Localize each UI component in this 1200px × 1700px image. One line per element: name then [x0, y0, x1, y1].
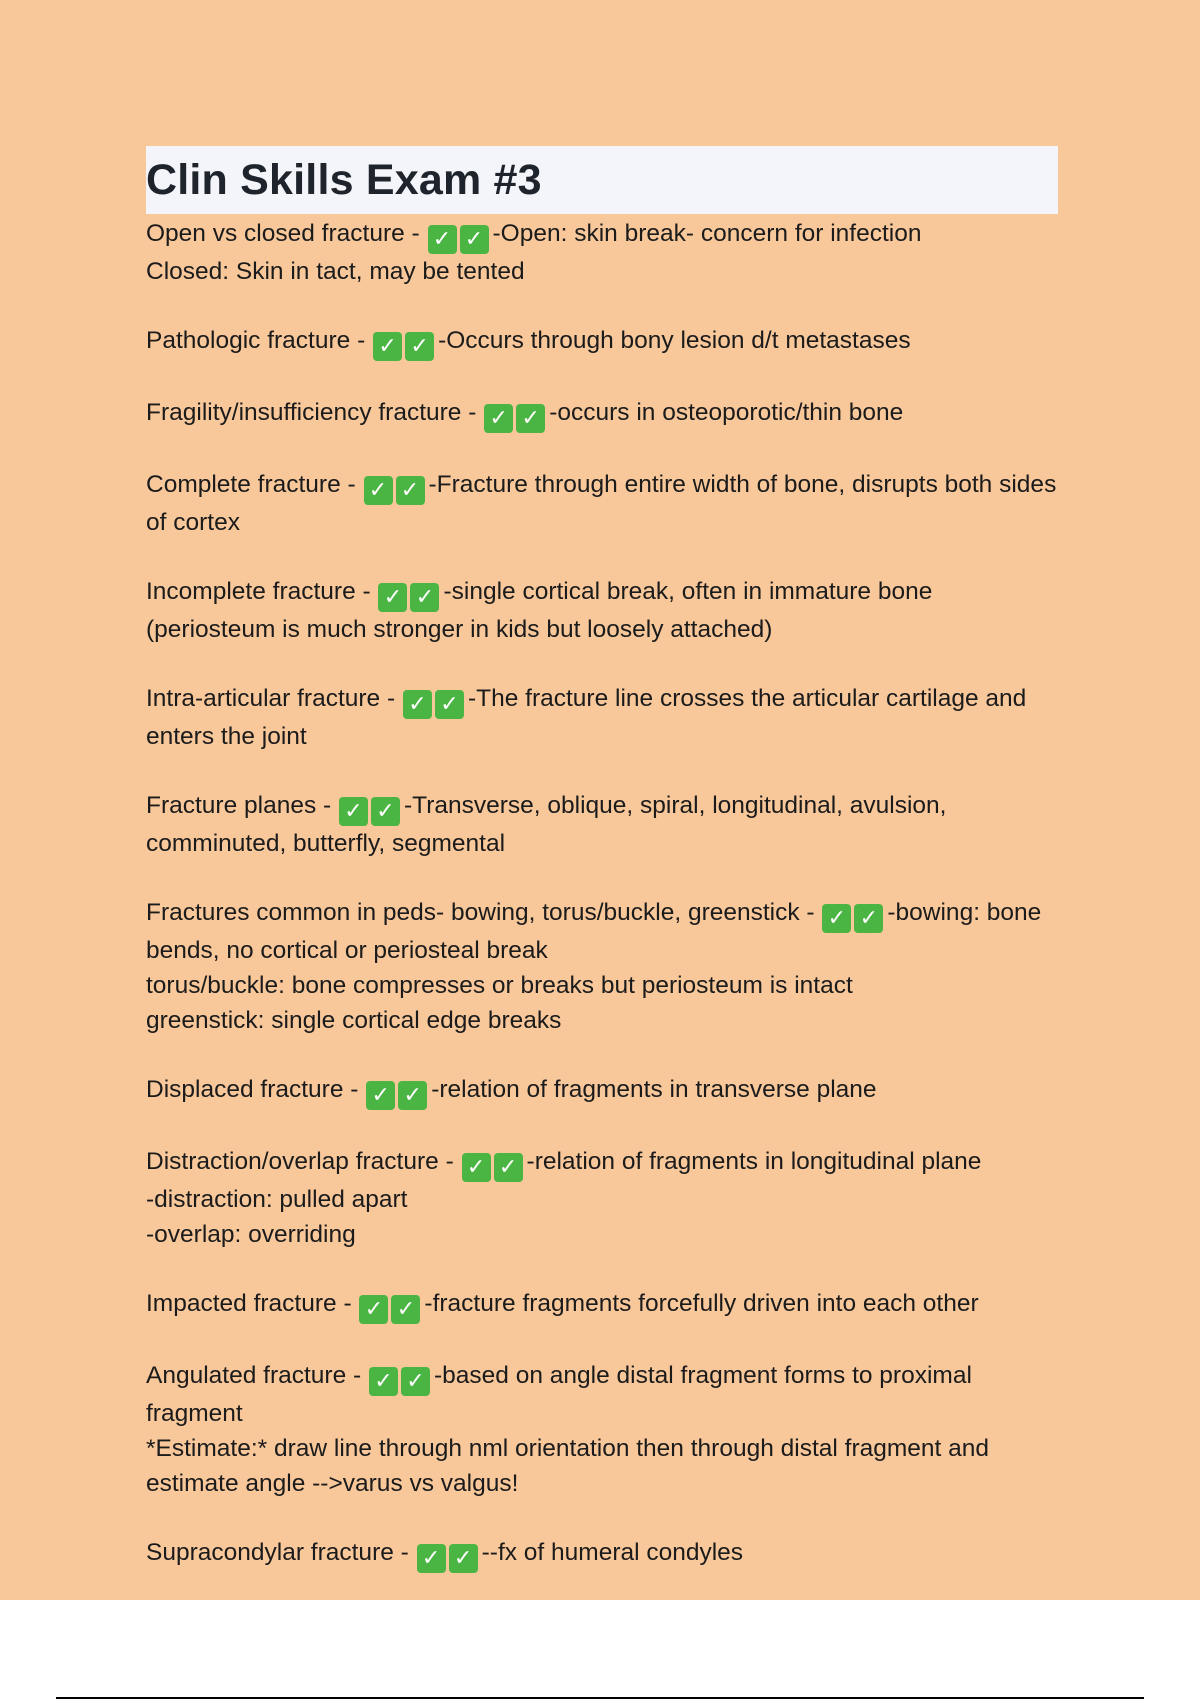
flashcard-answer: -The fracture line crosses the articular cartilage and enters the joint: [146, 685, 1027, 750]
check-mark-icon: ✓: [822, 904, 851, 933]
flashcard-term: Pathologic fracture -: [146, 327, 373, 354]
flashcard-answer-line: [146, 1003, 1058, 1038]
flashcard-term: Complete fracture -: [146, 471, 363, 498]
flashcard: [146, 1535, 1058, 1573]
flashcard-term: Fractures common in peds- bowing, torus/buckle, greenstick -: [146, 899, 822, 926]
flashcard-first-line: [146, 1072, 1058, 1110]
check-mark-icon: ✓: [405, 332, 434, 361]
flashcard-term: Fracture planes -: [146, 792, 338, 819]
page-title: Clin Skills Exam #3: [146, 155, 542, 204]
flashcard-answer: -fracture fragments forcefully driven into each other: [424, 1290, 979, 1317]
flashcard-first-line: [146, 788, 1058, 861]
check-mark-icon: ✓: [516, 404, 545, 433]
flashcard: [146, 395, 1058, 433]
flashcard-answer: -relation of fragments in transverse plane: [431, 1076, 877, 1103]
check-mark-icon: ✓: [428, 225, 457, 254]
flashcard-first-line: [146, 395, 1058, 433]
flashcard-answer: -overlap: overriding: [146, 1221, 356, 1248]
title-bar: [146, 146, 1058, 214]
flashcard-answer: -relation of fragments in longitudinal plane: [526, 1148, 982, 1175]
flashcard: [146, 467, 1058, 540]
check-mark-icon: ✓: [484, 404, 513, 433]
flashcard-first-line: [146, 681, 1058, 754]
flashcard-first-line: [146, 574, 1058, 647]
check-mark-pair: [462, 1153, 526, 1182]
check-mark-icon: ✓: [366, 1081, 395, 1110]
flashcard-answer: -bowing: bone bends, no cortical or periosteal break: [146, 899, 1042, 964]
check-mark-icon: ✓: [378, 583, 407, 612]
check-mark-icon: ✓: [494, 1153, 523, 1182]
flashcard: [146, 681, 1058, 754]
document-content: [146, 146, 1058, 1607]
check-mark-icon: ✓: [854, 904, 883, 933]
flashcard-term: Incomplete fracture -: [146, 578, 378, 605]
flashcard-term: Distraction/overlap fracture -: [146, 1148, 461, 1175]
check-mark-pair: [373, 332, 437, 361]
check-mark-pair: [366, 1081, 430, 1110]
flashcard-answer: -single cortical break, often in immature bone (periosteum is much stronger in kids but loosely attached): [146, 578, 933, 643]
check-mark-pair: [417, 1544, 481, 1573]
flashcard-term: Displaced fracture -: [146, 1076, 366, 1103]
check-mark-icon: ✓: [359, 1295, 388, 1324]
flashcard-answer: -Fracture through entire width of bone, disrupts both sides of cortex: [146, 471, 1057, 536]
check-mark-icon: ✓: [391, 1295, 420, 1324]
flashcard-answer: -Transverse, oblique, spiral, longitudinal, avulsion, comminuted, butterfly, segmental: [146, 792, 947, 857]
check-mark-icon: ✓: [371, 797, 400, 826]
flashcard-term: Fragility/insufficiency fracture -: [146, 399, 484, 426]
check-mark-icon: ✓: [462, 1153, 491, 1182]
check-mark-icon: ✓: [449, 1544, 478, 1573]
check-mark-icon: ✓: [396, 476, 425, 505]
check-mark-icon: ✓: [373, 332, 402, 361]
flashcard: [146, 1072, 1058, 1110]
check-mark-pair: [359, 1295, 423, 1324]
flashcard-first-line: [146, 895, 1058, 968]
flashcard-answer: -Occurs through bony lesion d/t metastases: [438, 327, 911, 354]
flashcard-answer-line: [146, 1217, 1058, 1252]
flashcard-term: Impacted fracture -: [146, 1290, 359, 1317]
check-mark-icon: ✓: [364, 476, 393, 505]
check-mark-icon: ✓: [398, 1081, 427, 1110]
flashcard-answer-line: [146, 254, 1058, 289]
flashcard-answer: *Estimate:* draw line through nml orientation then through distal fragment and estimate angle -->varus vs valgus!: [146, 1435, 990, 1497]
check-mark-pair: [364, 476, 428, 505]
check-mark-icon: ✓: [369, 1367, 398, 1396]
flashcard-answer-line: [146, 1431, 1058, 1501]
flashcard-answer: -based on angle distal fragment forms to proximal fragment: [146, 1362, 972, 1427]
check-mark-icon: ✓: [460, 225, 489, 254]
check-mark-pair: [339, 797, 403, 826]
check-mark-pair: [378, 583, 442, 612]
flashcard: [146, 216, 1058, 289]
flashcard-answer-line: [146, 1182, 1058, 1217]
footer-divider: [56, 1697, 1144, 1699]
flashcard: [146, 1286, 1058, 1324]
flashcard-first-line: [146, 1358, 1058, 1431]
flashcard: [146, 574, 1058, 647]
check-mark-pair: [822, 904, 886, 933]
flashcard-answer: -distraction: pulled apart: [146, 1186, 408, 1213]
flashcard-answer: --fx of humeral condyles: [481, 1539, 744, 1566]
check-mark-icon: ✓: [410, 583, 439, 612]
flashcard-first-line: [146, 1535, 1058, 1573]
flashcard-answer: -occurs in osteoporotic/thin bone: [549, 399, 904, 426]
flashcard-first-line: [146, 216, 1058, 254]
flashcard-term: Open vs closed fracture -: [146, 220, 427, 247]
check-mark-pair: [428, 225, 492, 254]
flashcard-first-line: [146, 467, 1058, 540]
check-mark-pair: [484, 404, 548, 433]
flashcard: [146, 788, 1058, 861]
flashcard-answer: torus/buckle: bone compresses or breaks but periosteum is intact: [146, 972, 853, 999]
flashcard-first-line: [146, 323, 1058, 361]
flashcard: [146, 895, 1058, 1038]
flashcard-first-line: [146, 1144, 1058, 1182]
flashcard-answer: Closed: Skin in tact, may be tented: [146, 258, 525, 285]
check-mark-icon: ✓: [339, 797, 368, 826]
check-mark-icon: ✓: [403, 690, 432, 719]
flashcard: [146, 1144, 1058, 1252]
flashcard-term: Intra-articular fracture -: [146, 685, 402, 712]
check-mark-icon: ✓: [417, 1544, 446, 1573]
flashcard-answer: greenstick: single cortical edge breaks: [146, 1007, 562, 1034]
flashcard-answer-line: [146, 968, 1058, 1003]
check-mark-pair: [403, 690, 467, 719]
flashcard-first-line: [146, 1286, 1058, 1324]
flashcard-term: Angulated fracture -: [146, 1362, 368, 1389]
check-mark-icon: ✓: [435, 690, 464, 719]
check-mark-pair: [369, 1367, 433, 1396]
flashcard: [146, 1358, 1058, 1501]
check-mark-icon: ✓: [401, 1367, 430, 1396]
flashcard: [146, 323, 1058, 361]
flashcard-answer: -Open: skin break- concern for infection: [492, 220, 922, 247]
flashcard-list: [146, 216, 1058, 1573]
flashcard-term: Supracondylar fracture -: [146, 1539, 416, 1566]
